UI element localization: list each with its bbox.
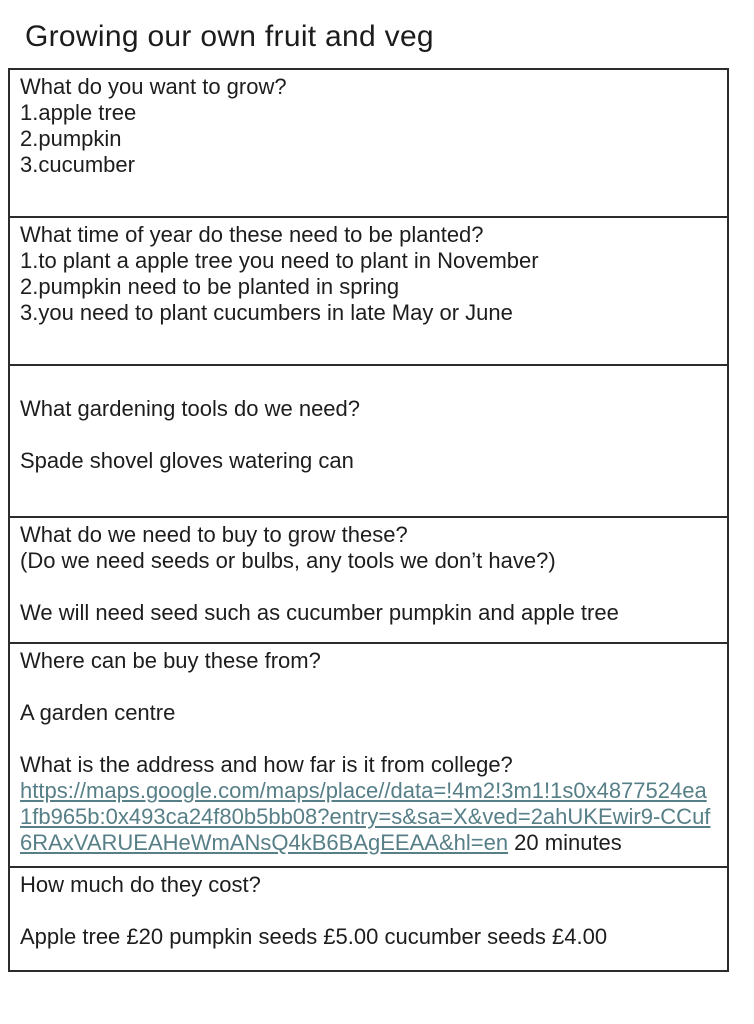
planning-table [8, 68, 729, 972]
answer-text: A garden centre [20, 700, 176, 725]
answer-text: Apple tree £20 pumpkin seeds £5.00 cucumber seeds £4.00 [20, 924, 608, 949]
answer-text: We will need seed such as cucumber pumpkin and apple tree [20, 600, 619, 625]
blank-line [20, 726, 713, 752]
blank-line [20, 674, 713, 700]
list-item: 3.you need to plant cucumbers in late May or June [20, 300, 513, 325]
table-row-where-to-buy [10, 644, 727, 868]
blank-line [20, 370, 713, 396]
link-line [20, 778, 713, 856]
question-text: What gardening tools do we need? [20, 396, 361, 421]
table-row-planting-time [10, 218, 727, 366]
question-text: What do you want to grow? [20, 74, 287, 99]
table-row-gardening-tools [10, 366, 727, 518]
travel-duration-text: 20 minutes [508, 830, 622, 855]
table-row-what-to-buy [10, 518, 727, 644]
question-subtext: (Do we need seeds or bulbs, any tools we don’t have?) [20, 548, 556, 573]
question-text: What time of year do these need to be planted? [20, 222, 484, 247]
list-item: 2.pumpkin need to be planted in spring [20, 274, 400, 299]
table-row-what-to-grow [10, 70, 727, 218]
list-item: 2.pumpkin [20, 126, 122, 151]
list-item: 1.to plant a apple tree you need to plant in November [20, 248, 539, 273]
blank-line [20, 422, 713, 448]
answer-text: Spade shovel gloves watering can [20, 448, 354, 473]
question-text: What is the address and how far is it from college? [20, 752, 513, 777]
blank-line [20, 574, 713, 600]
page-title: Growing our own fruit and veg [25, 20, 434, 53]
list-item: 3.cucumber [20, 152, 135, 177]
blank-line [20, 898, 713, 924]
question-text: What do we need to buy to grow these? [20, 522, 408, 547]
question-text: How much do they cost? [20, 872, 261, 897]
table-row-cost [10, 868, 727, 970]
list-item: 1.apple tree [20, 100, 137, 125]
question-text: Where can be buy these from? [20, 648, 321, 673]
google-maps-link[interactable]: https://maps.google.com/maps/place//data=!4m2!3m1!1s0x4877524ea1fb965b:0x493ca24f80b5bb08?entry=s&sa=X&ved=2ahUKEwir9-CCuf6RAxVARUEAHeWmANsQ4kB6BAgEEAA&hl=en [20, 778, 711, 855]
